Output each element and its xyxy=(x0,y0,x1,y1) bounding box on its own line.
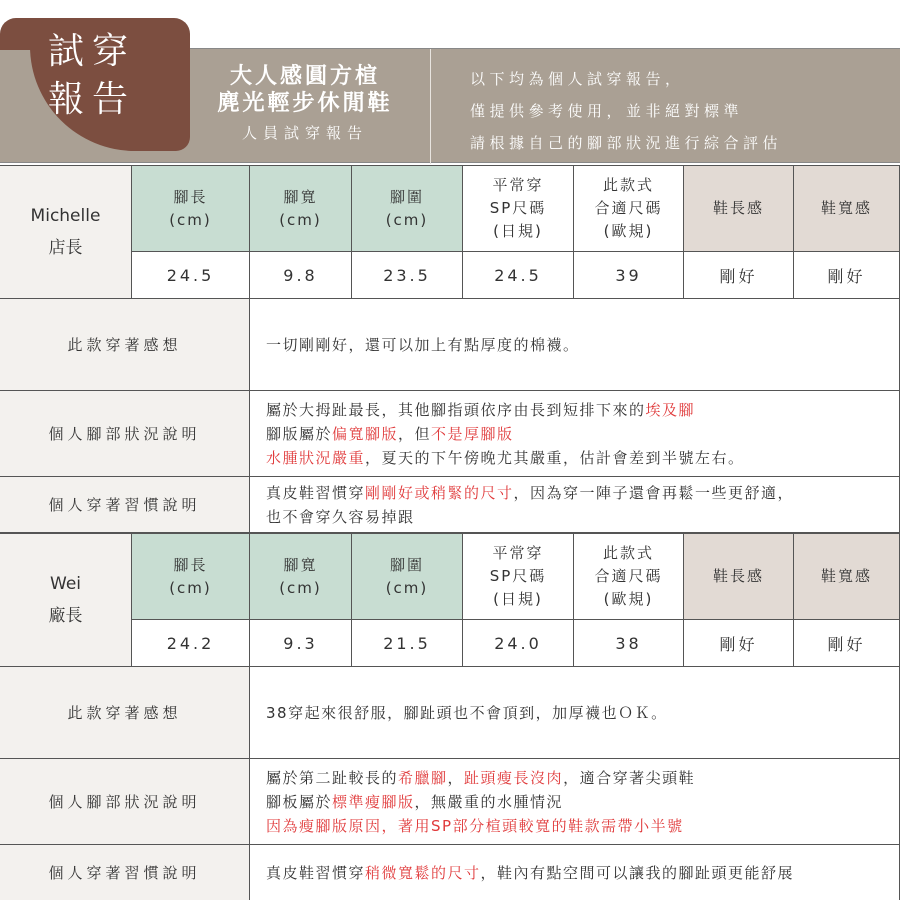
row-label-text: 個人穿著習慣說明 xyxy=(48,864,201,882)
value-width-feel xyxy=(794,620,900,667)
header-fit-size-line: (歐規) xyxy=(603,222,654,240)
body-text: 真皮鞋習慣穿 xyxy=(266,483,366,502)
value-width-feel-text: 剛好 xyxy=(827,634,866,654)
product-title xyxy=(185,63,425,143)
tester-name-cell xyxy=(0,534,132,667)
body-text: ，但 xyxy=(398,424,432,443)
header-foot-girth-line: (cm) xyxy=(385,578,429,597)
value-foot-girth-text: 23.5 xyxy=(383,265,431,285)
note-3: 請根據自己的腳部狀況進行綜合評估 xyxy=(470,134,783,152)
row-label-foot-condition xyxy=(0,391,250,477)
header-usual-size-line: SP尺碼 xyxy=(489,199,547,217)
tester-role: 店長 xyxy=(48,238,83,258)
badge-line-2: 報告 xyxy=(48,79,137,120)
row-text-wearing-habit xyxy=(250,477,900,533)
body-text: ，適合穿著尖頭鞋 xyxy=(563,768,696,787)
header-foot-width-line: 腳寬 xyxy=(283,187,318,206)
body-text: ，夏天的下午傍晚尤其嚴重，估計會差到半號左右。 xyxy=(365,448,745,467)
foot-condition-line xyxy=(266,766,695,790)
value-length-feel xyxy=(684,620,794,667)
header-foot-length xyxy=(132,534,250,620)
header-fit-size-line: 合適尺碼 xyxy=(594,567,663,585)
value-fit-size-text: 39 xyxy=(615,265,642,285)
badge-line-1: 試穿 xyxy=(48,31,137,72)
header-foot-length-line: 腳長 xyxy=(173,187,208,206)
header-foot-length-line: 腳長 xyxy=(173,555,208,574)
row-label-foot-condition xyxy=(0,759,250,845)
header-fit-size-line: (歐規) xyxy=(603,590,654,608)
foot-condition-line xyxy=(266,446,745,470)
header-usual-size-line: (日規) xyxy=(493,590,543,608)
header-fit-size-line: 合適尺碼 xyxy=(594,199,663,217)
header-usual-size-line: (日規) xyxy=(493,222,543,240)
foot-condition-line xyxy=(266,422,745,446)
header-fit-size xyxy=(574,534,684,620)
highlight-text: 希臘腳 xyxy=(398,768,448,787)
header-length-feel-label: 鞋長感 xyxy=(712,567,764,585)
value-fit-size xyxy=(574,620,684,667)
body-text: ，無嚴重的水腫情況 xyxy=(414,792,564,811)
note-1: 以下均為個人試穿報告， xyxy=(470,70,685,88)
highlight-text: 水腫狀況嚴重 xyxy=(266,448,366,467)
row-label-text: 此款穿著感想 xyxy=(67,336,182,354)
header-usual-size xyxy=(463,534,574,620)
row-label-feeling xyxy=(0,667,250,759)
row-label-wearing-habit xyxy=(0,477,250,533)
header-foot-girth xyxy=(352,534,463,620)
value-foot-girth xyxy=(352,252,463,299)
header-foot-width-line: 腳寬 xyxy=(283,555,318,574)
header-fit-size-line: 此款式 xyxy=(602,544,654,562)
value-foot-width-text: 9.8 xyxy=(283,265,318,285)
header-length-feel xyxy=(684,534,794,620)
header-usual-size-line: SP尺碼 xyxy=(489,567,547,585)
header-width-feel xyxy=(794,534,900,620)
header-foot-length xyxy=(132,166,250,252)
value-fit-size-text: 38 xyxy=(615,633,642,653)
body-text: 真皮鞋習慣穿 xyxy=(266,863,366,882)
header-usual-size-line: 平常穿 xyxy=(492,544,544,562)
header-foot-girth-line: (cm) xyxy=(385,210,429,229)
value-fit-size xyxy=(574,252,684,299)
header-foot-girth xyxy=(352,166,463,252)
header-foot-width-line: (cm) xyxy=(279,578,322,597)
header-foot-girth-line: 腳圍 xyxy=(389,187,424,206)
title-line-2: 麂光輕步休閒鞋 xyxy=(217,91,393,116)
highlight-text: 不是厚腳版 xyxy=(431,424,514,443)
value-foot-width-text: 9.3 xyxy=(283,633,318,653)
value-foot-width xyxy=(250,620,352,667)
highlight-text: 因為瘦腳版原因，著用SP部分楦頭較寬的鞋款需帶小半號 xyxy=(266,816,684,835)
foot-condition-line xyxy=(266,814,695,838)
value-length-feel xyxy=(684,252,794,299)
row-label-feeling xyxy=(0,299,250,391)
body-text: ，鞋內有點空間可以讓我的腳趾頭更能舒展 xyxy=(480,863,795,882)
tester-name: Wei xyxy=(50,574,81,594)
foot-condition-line xyxy=(266,790,695,814)
body-text: 腳板屬於 xyxy=(266,792,333,811)
wearing-habit-line xyxy=(266,861,794,885)
row-text-feeling xyxy=(250,667,900,759)
value-usual-size xyxy=(463,620,574,667)
title-subtitle: 人員試穿報告 xyxy=(241,124,368,142)
header-foot-length-line: (cm) xyxy=(169,578,212,597)
header-usual-size-line: 平常穿 xyxy=(492,176,544,194)
value-usual-size xyxy=(463,252,574,299)
value-usual-size-text: 24.5 xyxy=(494,265,542,285)
wearing-habit-line xyxy=(266,505,794,529)
header-width-feel-label: 鞋寬感 xyxy=(820,567,872,585)
value-foot-length-text: 24.5 xyxy=(166,265,215,285)
wearing-habit-line xyxy=(266,481,794,505)
value-foot-length xyxy=(132,620,250,667)
value-foot-girth-text: 21.5 xyxy=(383,633,431,653)
header-foot-width-line: (cm) xyxy=(279,210,322,229)
value-length-feel-text: 剛好 xyxy=(719,634,758,654)
value-foot-girth xyxy=(352,620,463,667)
disclaimer-notes xyxy=(470,63,890,159)
header-foot-width xyxy=(250,166,352,252)
value-width-feel-text: 剛好 xyxy=(827,266,866,286)
highlight-text: 剛剛好或稍緊的尺寸 xyxy=(365,483,514,502)
header-width-feel-label: 鞋寬感 xyxy=(820,199,872,217)
row-text-foot-condition xyxy=(250,759,900,845)
row-text-foot-condition xyxy=(250,391,900,477)
header-foot-girth-line: 腳圍 xyxy=(389,555,424,574)
header-usual-size xyxy=(463,166,574,252)
body-text: 也不會穿久容易掉跟 xyxy=(266,507,415,526)
feeling-text: 一切剛剛好，還可以加上有點厚度的棉襪。 xyxy=(266,335,580,354)
tester-name-cell xyxy=(0,166,132,299)
header-divider xyxy=(430,49,431,164)
header-fit-size xyxy=(574,166,684,252)
badge-text xyxy=(48,28,136,124)
row-label-text: 個人腳部狀況說明 xyxy=(48,793,201,811)
highlight-text: 稍微寬鬆的尺寸 xyxy=(365,863,481,882)
tester-section-2 xyxy=(0,533,900,900)
highlight-text: 埃及腳 xyxy=(645,400,696,419)
value-foot-length-text: 24.2 xyxy=(166,633,215,653)
highlight-text: 標準瘦腳版 xyxy=(332,792,415,811)
header-foot-length-line: (cm) xyxy=(169,210,212,229)
note-2: 僅提供參考使用，並非絕對標準 xyxy=(470,102,744,120)
row-text-feeling xyxy=(250,299,900,391)
highlight-text: 趾頭瘦長沒肉 xyxy=(464,768,564,787)
feeling-text: 38穿起來很舒服，腳趾頭也不會頂到，加厚襪也ＯＫ。 xyxy=(266,703,668,722)
title-line-1: 大人感圓方楦 xyxy=(229,64,380,89)
value-foot-width xyxy=(250,252,352,299)
row-label-wearing-habit xyxy=(0,845,250,900)
row-label-text: 個人腳部狀況說明 xyxy=(48,425,201,443)
row-label-text: 個人穿著習慣說明 xyxy=(48,496,201,514)
highlight-text: 偏寬腳版 xyxy=(332,424,399,443)
row-text-wearing-habit xyxy=(250,845,900,900)
value-usual-size-text: 24.0 xyxy=(494,633,542,653)
foot-condition-line xyxy=(266,398,745,422)
tester-section-1 xyxy=(0,165,900,532)
row-label-text: 此款穿著感想 xyxy=(67,704,182,722)
body-text: 屬於大拇趾最長，其他腳指頭依序由長到短排下來的 xyxy=(266,400,646,419)
value-width-feel xyxy=(794,252,900,299)
body-text: ，因為穿一陣子還會再鬆一些更舒適， xyxy=(513,483,795,502)
header-length-feel xyxy=(684,166,794,252)
header-foot-width xyxy=(250,534,352,620)
body-text: ， xyxy=(447,768,465,787)
body-text: 腳版屬於 xyxy=(266,424,333,443)
value-foot-length xyxy=(132,252,250,299)
tester-name: Michelle xyxy=(30,206,101,226)
header-fit-size-line: 此款式 xyxy=(602,176,654,194)
tester-role: 廠長 xyxy=(48,606,83,626)
body-text: 屬於第二趾較長的 xyxy=(266,768,399,787)
header-width-feel xyxy=(794,166,900,252)
header-length-feel-label: 鞋長感 xyxy=(712,199,764,217)
value-length-feel-text: 剛好 xyxy=(719,266,758,286)
